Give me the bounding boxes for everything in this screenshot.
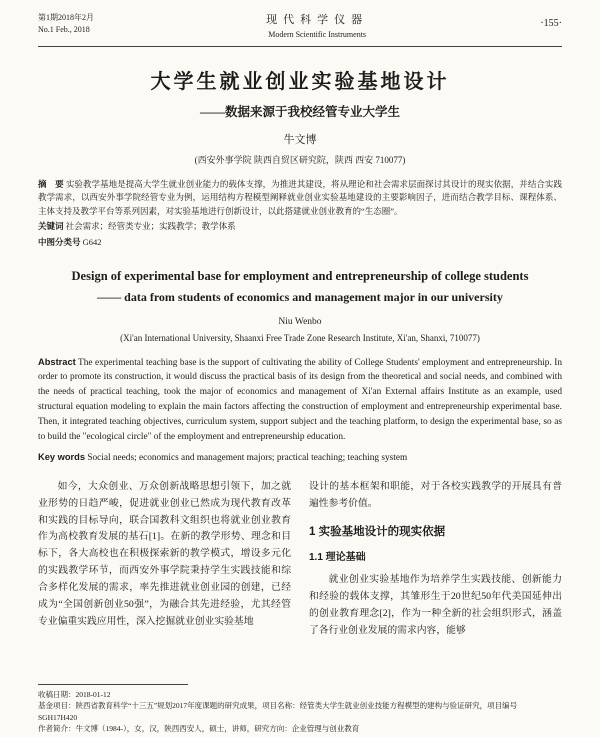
author-bio: 作者简介：牛文博（1984-），女，汉，陕西西安人，硕士，讲师，研究方向：企业管理与创业教育 (38, 724, 360, 734)
clc-line (38, 236, 562, 250)
clc-value: G642 (82, 236, 102, 247)
affiliation-en: (Xi'an International University, Shaanxi Free Trade Zone Research Institute, Xi'an, Shanxi, 710077) (120, 332, 480, 343)
issue-cn: 第1期2018年2月 (38, 13, 94, 22)
fund-project: 基金项目：陕西省教育科学“十三五”规划2017年度课题的研究成果，项目名称：经管类大学生就业创业技能方程模型的建构与验证研究，项目编号 (38, 701, 518, 711)
body-paragraph-intro: 如今，大众创业、万众创新战略思想引领下，加之就业形势的日趋严峻，促进就业创业已然成为现代教育改革和实践的目标导向，联合国教科文组织也将就业创业教育作为高校教育发展的基石[1]。在新的教学形势、理念和目标下，各大高校也在积极探索新的教学模式，增设多元化的实践教学环节，而西安外事学院秉持学生实践技能和综合多样化发展的需求，率先推进就业创业园的创建，已经成为“全国创新创业50强”，为融合其先进经验，尤其经管专业偏重实践应用性，深入挖掘就业创业实验基地 (38, 480, 291, 627)
section-1-heading: 1 实验基地设计的现实依据 (309, 525, 446, 538)
clc-label: 中图分类号 (38, 236, 81, 247)
right-column (309, 479, 562, 640)
author-name-cn: 牛文博 (283, 133, 317, 146)
keywords-cn-text: 社会需求；经管类专业；实践教学；教学体系 (65, 221, 236, 232)
article-body (38, 479, 562, 640)
body-paragraph-continuation: 设计的基本框架和职能，对于各校实践教学的开展具有普遍性参考价值。 (309, 480, 562, 509)
body-paragraph-theory: 就业创业实验基地作为培养学生实践技能、创新能力和经验的载体支撑，其雏形生于20世纪50年代美国延伸出的创业教育理念[2]，作为一种全新的社会组织形式，涵盖了各行业创业发展的需求内容，能够 (309, 574, 562, 637)
journal-title-cn: 现代科学仪器 (266, 14, 369, 26)
section-1-1-heading: 1.1 理论基础 (309, 552, 366, 564)
page-header (38, 12, 562, 47)
keywords-cn-label: 关键词 (38, 221, 64, 232)
footnote-block (38, 684, 562, 736)
received-date: 收稿日期：2018-01-12 (38, 689, 111, 699)
issue-en: No.1 Feb., 2018 (38, 25, 90, 34)
issue-block (38, 12, 94, 36)
article-subtitle-en: —— data from students of economics and management major in our university (97, 289, 503, 304)
article-title-en: Design of experimental base for employment and entrepreneurship of college students (71, 269, 529, 284)
page-number: ·155· (540, 18, 562, 29)
abstract-cn-label: 摘 要 (38, 178, 64, 189)
keywords-cn-line (38, 220, 562, 234)
journal-title-block (94, 12, 540, 41)
abstract-cn-text: 实验教学基地是提高大学生就业创业能力的载体支撑，为推进其建设，将从理论和社会需求层面探讨其设计的现实依据，并结合实践教学需求，以西安外事学院经管专业为例，运用结构方程模型阐释就业创业实验基地建设的主要影响因子，进而结合教学目标、课程体系、主体支持及教学平台等系列因素，对实验基地进行创新设计，以此搭建就业创业教育的“生态圈”。 (38, 178, 562, 216)
keywords-en-text: Social needs; economics and management majors; practical teaching; teaching system (87, 452, 408, 463)
abstract-en-label: Abstract (38, 356, 76, 367)
keywords-en-label: Key words (38, 451, 86, 462)
article-title-cn: 大学生就业创业实验基地设计 (150, 70, 450, 93)
keywords-en-line (38, 452, 562, 463)
abstract-en-text: The experimental teaching base is the support of cultivating the ability of College Students' employment and entrepreneurship. In order to promote its construction, it would discuss the practical basis of its design from the theoretical and social needs, and combined with the needs of practical teaching, took the major of economics and management of Xi'an External affairs Institute as an example, used structural equation modeling to explain the main factors affecting the construction of employment and entrepreneurship experimental base. Then, it integrated teaching objectives, curriculum system, support subject and the teaching platform, to design the experimental base, so as to build the "ecological circle" of the employment and entrepreneurship education. (38, 357, 562, 442)
footnote-divider (38, 684, 188, 685)
fund-project-number: SGH17H420 (38, 712, 78, 722)
abstract-cn (38, 178, 562, 219)
journal-title-en: Modern Scientific Instruments (268, 29, 367, 39)
article-subtitle-cn: ——数据来源于我校经管专业大学生 (199, 104, 400, 119)
affiliation-cn: (西安外事学院 陕西自贸区研究院，陕西 西安 710077) (194, 154, 406, 165)
left-column (38, 479, 291, 640)
abstract-en (38, 355, 562, 445)
author-name-en: Niu Wenbo (278, 316, 322, 327)
